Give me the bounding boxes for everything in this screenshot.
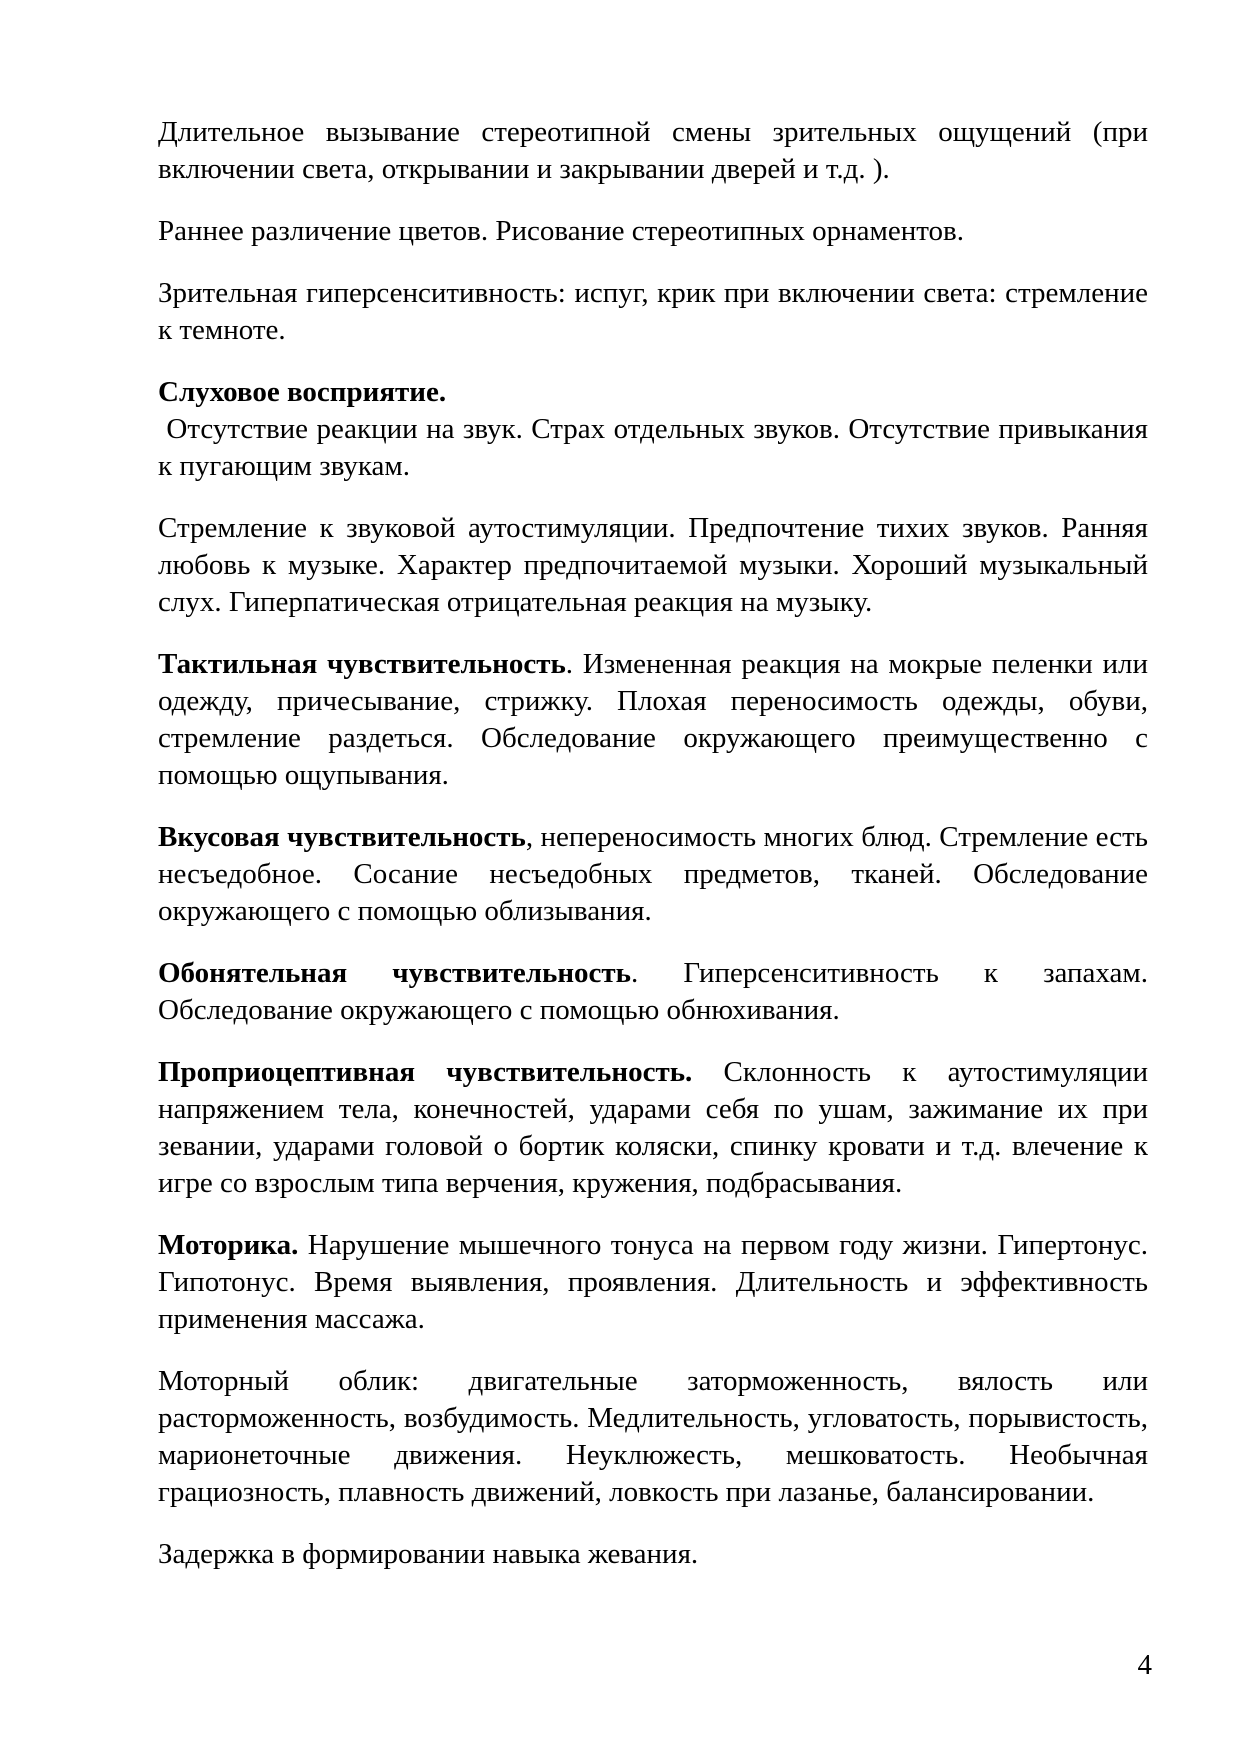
paragraph: Задержка в формировании навыка жевания.	[158, 1538, 699, 1570]
paragraph: Стремление к звуковой аутостимуляции. Предпочтение тихих звуков. Ранняя любовь к музыке. Характер предпочитаемой музыки. Хороший музыкальный слух. Гиперпатическая отрицательная реакция на музыку.	[158, 512, 1148, 618]
paragraph: Обонятельная чувствительность. Гиперсенситивность к запахам. Обследование окружающего с помощью обнюхивания.	[158, 957, 1148, 1026]
paragraph-lead: Тактильная чувствительность	[158, 648, 566, 680]
paragraph: Проприоцептивная чувствительность. Склонность к аутостимуляции напряжением тела, конечностей, ударами себя по ушам, зажимание их при зевании, ударами головой о бортик коляски, спинку кровати и т.д. влечение к игре со взрослым типа верчения, кружения, подбрасывания.	[158, 1056, 1148, 1199]
paragraph: Длительное вызывание стереотипной смены зрительных ощущений (при включении света, открывании и закрывании дверей и т.д. ).	[158, 116, 1148, 185]
page-number: 4	[1137, 1649, 1152, 1681]
paragraph: Зрительная гиперсенситивность: испуг, крик при включении света: стремление к темноте.	[158, 277, 1148, 346]
section-heading	[158, 374, 1148, 411]
paragraph-lead: Слуховое восприятие.	[158, 376, 447, 408]
paragraph: Вкусовая чувствительность, непереносимость многих блюд. Стремление есть несъедобное. Сосание несъедобных предметов, тканей. Обследование окружающего с помощью облизывания.	[158, 821, 1148, 927]
paragraph: Раннее различение цветов. Рисование стереотипных орнаментов.	[158, 215, 964, 247]
document-body	[158, 114, 1148, 1598]
paragraph: Тактильная чувствительность. Измененная реакция на мокрые пеленки или одежду, причесывание, стрижку. Плохая переносимость одежды, обуви, стремление раздеться. Обследование окружающего преимущественно с помощью ощупывания.	[158, 648, 1148, 791]
paragraph: Моторика. Нарушение мышечного тонуса на первом году жизни. Гипертонус. Гипотонус. Время выявления, проявления. Длительность и эффективность применения массажа.	[158, 1229, 1148, 1335]
paragraph-lead: Проприоцептивная чувствительность.	[158, 1056, 693, 1088]
paragraph: Моторный облик: двигательные заторможенность, вялость или расторможенность, возбудимость. Медлительность, угловатость, порывистость, марионеточные движения. Неуклюжесть, мешковатость. Необычная грациозность, плавность движений, ловкость при лазанье, балансировании.	[158, 1365, 1148, 1508]
paragraph: Отсутствие реакции на звук. Страх отдельных звуков. Отсутствие привыкания к пугающим звукам.	[158, 413, 1148, 482]
paragraph-lead: Обонятельная чувствительность	[158, 957, 632, 989]
paragraph-lead: Вкусовая чувствительность	[158, 821, 526, 853]
paragraph-lead: Моторика.	[158, 1229, 299, 1261]
